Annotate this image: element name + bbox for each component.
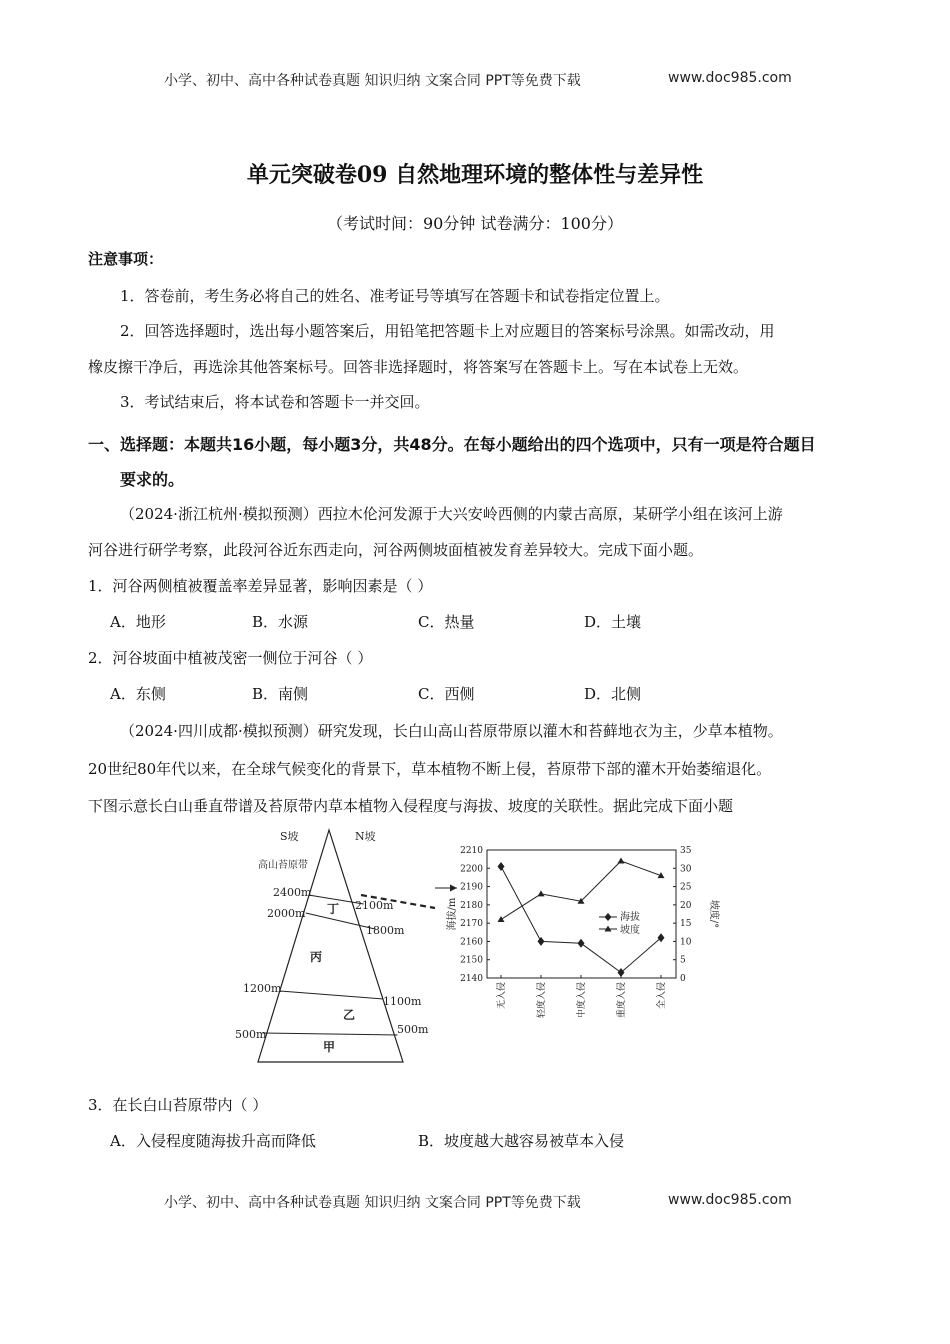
- n-mark-2100: 2100m: [355, 899, 394, 912]
- chart-legend: [599, 910, 640, 936]
- y2-tick-label: 0: [680, 974, 686, 984]
- y-tick-label: 2150: [460, 955, 483, 966]
- chart-frame: [487, 850, 676, 978]
- y2-tick-label: 5: [680, 955, 686, 966]
- question-3-stem: 3．在长白山苔原带内（ ）: [88, 1096, 268, 1114]
- question-3-option-b[interactable]: B．坡度越大越容易被草本入侵: [418, 1132, 625, 1150]
- s-mark-500: 500m: [235, 1028, 267, 1041]
- question-1-option-c[interactable]: C．热量: [418, 613, 475, 631]
- notice-heading: 注意事项：: [88, 250, 164, 268]
- altitude-point: [578, 939, 585, 948]
- legend-slope-label: 坡度: [620, 925, 640, 936]
- altitude-point: [618, 968, 625, 977]
- question-2-option-a[interactable]: A．东侧: [110, 685, 166, 703]
- boundary-500-500: [263, 1033, 398, 1035]
- notice-item-2-cont: 橡皮擦干净后，再选涂其他答案标号。回答非选择题时，将答案写在答题卡上。写在本试卷上无效。: [88, 358, 749, 376]
- slope-point: [618, 857, 625, 863]
- page-title: 单元突破卷09 自然地理环境的整体性与差异性: [246, 162, 704, 188]
- footer-url[interactable]: www.doc985.com: [668, 1192, 792, 1208]
- passage-2-line-1: （2024·四川成都·模拟预测）研究发现，长白山高山苔原带原以灌木和苔藓地衣为主，少草本植物。: [120, 722, 783, 740]
- tundra-label: 高山苔原带: [258, 860, 308, 871]
- notice-item-3: 3．考试结束后，将本试卷和答题卡一并交回。: [120, 393, 430, 411]
- zone-yi: 乙: [343, 1008, 356, 1022]
- y-tick-label: 2210: [460, 846, 483, 856]
- notice-item-1: 1．答卷前，考生务必将自己的姓名、准考证号等填写在答题卡和试卷指定位置上。: [120, 287, 670, 305]
- line-chart: [445, 846, 721, 1018]
- question-1-option-a[interactable]: A．地形: [110, 613, 166, 631]
- zone-jia: 甲: [323, 1040, 336, 1054]
- altitude-point: [658, 933, 665, 942]
- boundary-2000-1800: [306, 913, 375, 929]
- slope-point: [538, 890, 545, 896]
- question-3-option-a[interactable]: A．入侵程度随海拔升高而降低: [110, 1132, 316, 1150]
- y2-tick-label: 20: [680, 900, 692, 911]
- header-url[interactable]: www.doc985.com: [668, 70, 792, 86]
- y2-tick-label: 10: [680, 937, 692, 948]
- y2-tick-label: 35: [680, 846, 692, 856]
- passage-2-line-2: 20世纪80年代以来，在全球气候变化的背景下，草本植物不断上侵，苔原带下部的灌木开始萎缩退化。: [88, 760, 772, 778]
- x-tick-label: 无入侵: [497, 982, 507, 1010]
- s-mark-2000: 2000m: [267, 907, 306, 920]
- altitude-point: [498, 862, 505, 871]
- y2-tick-label: 30: [680, 864, 692, 875]
- figure-mountain-and-chart: [225, 825, 725, 1070]
- n-slope-label: N坡: [355, 830, 376, 843]
- chart-ylabel: 海拔/m: [447, 897, 458, 931]
- x-tick-label: 中度入侵: [577, 982, 587, 1019]
- y-tick-label: 2200: [460, 864, 483, 875]
- question-1-option-d[interactable]: D．土壤: [584, 613, 642, 631]
- passage-2-line-3: 下图示意长白山垂直带谱及苔原带内草本植物入侵程度与海拔、坡度的关联性。据此完成下面小题: [88, 797, 734, 815]
- passage-1-line-2: 河谷进行研学考察，此段河谷近东西走向，河谷两侧坡面植被发育差异较大。完成下面小题。: [88, 541, 704, 559]
- boundary-1200-1100: [280, 991, 383, 999]
- zone-ding: 丁: [327, 902, 340, 916]
- altitude-point: [538, 937, 545, 946]
- page-subtitle: （考试时间：90分钟 试卷满分：100分）: [327, 214, 623, 233]
- question-1-option-b[interactable]: B．水源: [252, 613, 309, 631]
- notice-item-2: 2．回答选择题时，选出每小题答案后，用铅笔把答题卡上对应题目的答案标号涂黑。如需改动，用: [120, 322, 775, 340]
- zone-bing: 丙: [310, 950, 323, 964]
- y-tick-label: 2160: [460, 937, 483, 948]
- s-mark-1200: 1200m: [243, 982, 282, 995]
- question-2-stem: 2．河谷坡面中植被茂密一侧位于河谷（ ）: [88, 649, 373, 667]
- mountain-diagram: [235, 829, 457, 1062]
- section-heading-cont: 要求的。: [120, 470, 185, 489]
- passage-1-line-1: （2024·浙江杭州·模拟预测）西拉木伦河发源于大兴安岭西侧的内蒙古高原，某研学小组在该河上游: [120, 505, 783, 523]
- arrow-icon: [450, 885, 457, 892]
- x-tick-label: 轻度入侵: [537, 982, 547, 1019]
- s-mark-2400: 2400m: [273, 886, 312, 899]
- n-mark-500: 500m: [397, 1023, 429, 1036]
- question-2-option-d[interactable]: D．北侧: [584, 685, 642, 703]
- y-tick-label: 2180: [460, 900, 483, 911]
- n-mark-1800: 1800m: [366, 924, 405, 937]
- question-1-stem: 1．河谷两侧植被覆盖率差异显著，影响因素是（ ）: [88, 577, 433, 595]
- question-2-option-c[interactable]: C．西侧: [418, 685, 475, 703]
- slope-point: [498, 916, 505, 922]
- header-text: 小学、初中、高中各种试卷真题 知识归纳 文案合同 PPT等免费下载: [164, 73, 581, 89]
- x-tick-label: 全入侵: [657, 982, 667, 1010]
- x-tick-label: 重度入侵: [617, 982, 627, 1019]
- legend-altitude-label: 海拔: [620, 912, 640, 923]
- section-heading: 一、选择题：本题共16小题，每小题3分，共48分。在每小题给出的四个选项中，只有一项是符合题目: [88, 435, 816, 454]
- y-tick-label: 2140: [460, 974, 483, 984]
- y2-tick-label: 25: [680, 882, 692, 893]
- s-slope-label: S坡: [280, 830, 299, 843]
- y-tick-label: 2170: [460, 919, 483, 930]
- question-2-option-b[interactable]: B．南侧: [252, 685, 309, 703]
- footer-text: 小学、初中、高中各种试卷真题 知识归纳 文案合同 PPT等免费下载: [164, 1195, 581, 1211]
- legend-altitude-marker: [605, 913, 612, 921]
- y-tick-label: 2190: [460, 882, 483, 893]
- n-mark-1100: 1100m: [383, 995, 422, 1008]
- y2-tick-label: 15: [680, 919, 692, 930]
- chart-y2label: 坡度/°: [708, 899, 719, 929]
